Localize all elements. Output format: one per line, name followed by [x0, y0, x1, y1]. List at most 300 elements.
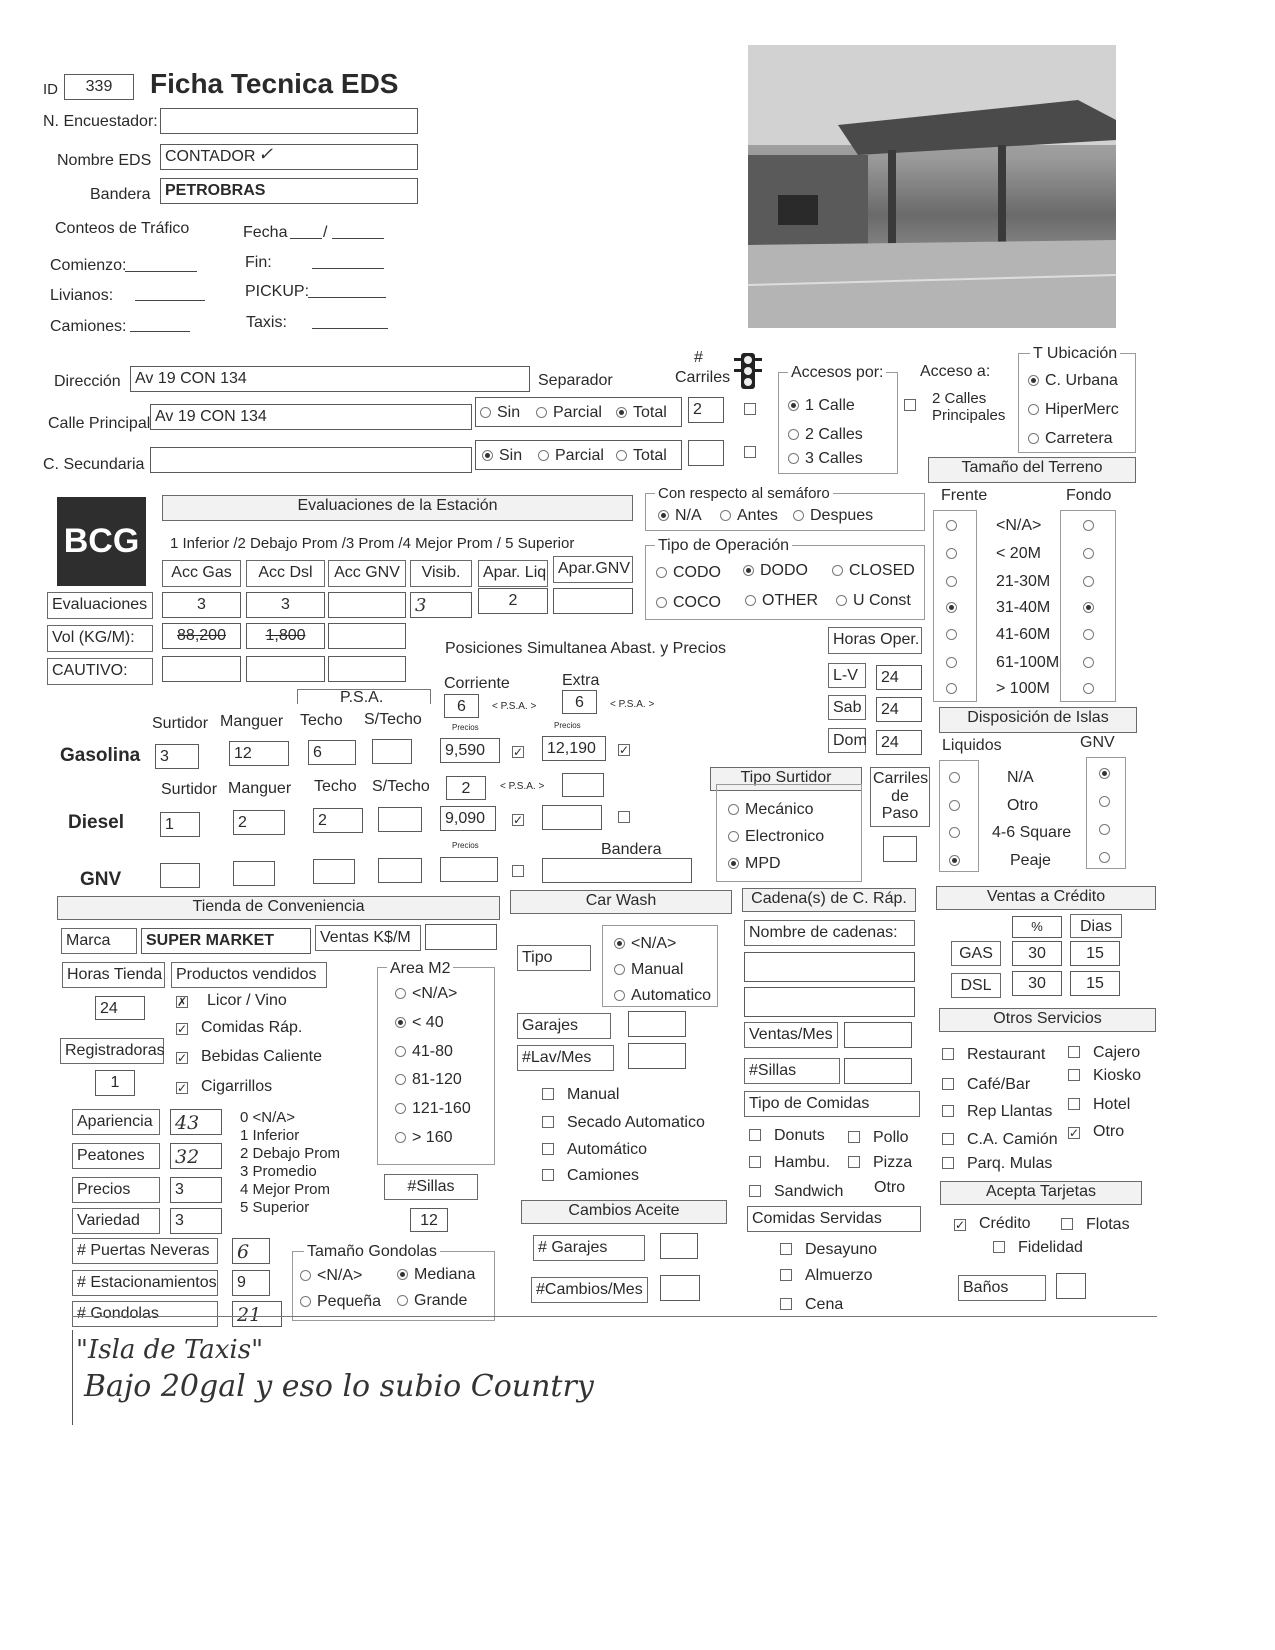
eval-apar-liq[interactable]: 2 — [478, 588, 548, 614]
calle-principal-label: Calle Principal — [48, 415, 151, 432]
acceso-principales-label: 2 Calles Principales — [932, 390, 1006, 425]
comida-donuts[interactable]: Donuts — [749, 1128, 825, 1144]
pickup-label: PICKUP: — [245, 283, 310, 300]
terreno-fondo-radio[interactable] — [1083, 546, 1100, 562]
dsl-stecho-label: S/Techo — [372, 778, 430, 795]
prod-licor[interactable]: ✗ Licor / Vino — [177, 992, 287, 1009]
aceite-cambios-field[interactable] — [660, 1275, 700, 1301]
prod-bebidas[interactable]: ✓ Bebidas Caliente — [177, 1048, 322, 1065]
dsl-techo-field[interactable]: 2 — [313, 808, 363, 833]
aceite-garajes-label: # Garajes — [533, 1235, 645, 1261]
sep-secundaria-sin[interactable]: Sin — [482, 448, 522, 464]
credito-pct-header: % — [1012, 916, 1062, 938]
area-121-160[interactable]: 121-160 — [395, 1101, 471, 1117]
tienda-scale-legend — [240, 1109, 340, 1217]
gnv-precio-field[interactable] — [440, 857, 498, 882]
credito-gas-dias[interactable]: 15 — [1070, 941, 1120, 966]
scale-3: 3 Promedio — [240, 1163, 317, 1180]
terreno-option-label: 61-100M — [996, 654, 1060, 671]
accesos-1-calle[interactable]: 1 Calle — [788, 398, 855, 414]
gondola-pequena[interactable]: Pequeña — [300, 1294, 381, 1310]
bandera-label: Bandera — [90, 186, 151, 203]
cadena-header: Cadena(s) de C. Ráp. — [742, 888, 916, 912]
peatones-label: Peatones — [72, 1143, 160, 1169]
semaforo-title: Con respecto al semáforo — [655, 485, 833, 502]
gas-extra-precio-caption: Precios — [554, 721, 581, 730]
terreno-frente-label: Frente — [941, 487, 988, 504]
terreno-option-label: > 100M — [996, 680, 1050, 697]
comida-otro: Otro — [874, 1179, 906, 1196]
serv-kiosko[interactable]: Kiosko — [1068, 1068, 1141, 1084]
fecha-label: Fecha — [243, 224, 288, 241]
servidas-desayuno[interactable]: Desayuno — [780, 1242, 877, 1258]
gasolina-label: Gasolina — [60, 745, 141, 766]
id-label: ID — [43, 81, 58, 98]
banos-label: Baños — [958, 1275, 1046, 1301]
bcg-logo: BCG — [57, 497, 146, 586]
comida-ventas-label: Ventas/Mes — [744, 1022, 838, 1048]
livianos-field[interactable] — [135, 300, 205, 301]
evaluaciones-scale: 1 Inferior /2 Debajo Prom /3 Prom /4 Mejor Prom / 5 Superior — [170, 535, 575, 552]
operacion-closed[interactable]: CLOSED — [832, 563, 915, 579]
carwash-c-auto[interactable]: Automático — [542, 1142, 647, 1158]
page-title: Ficha Tecnica EDS — [150, 68, 399, 99]
ubicacion-title: T Ubicación — [1030, 345, 1120, 363]
credito-gas-label: GAS — [951, 941, 1001, 966]
serv-parq-mulas[interactable]: Parq. Mulas — [942, 1156, 1052, 1172]
scale-1: 1 Inferior — [240, 1127, 300, 1144]
dsl-manguer-field[interactable]: 2 — [233, 810, 285, 835]
gas-corriente-precio-caption: Precios — [452, 723, 479, 732]
gas-corriente-psa[interactable]: 6 — [444, 694, 479, 718]
terreno-option-label: <N/A> — [996, 517, 1042, 534]
eval-acc-gnv[interactable] — [328, 592, 406, 618]
serv-rep-llantas[interactable]: Rep Llantas — [942, 1104, 1052, 1120]
carriles-paso-label: Carriles de Paso — [870, 767, 930, 827]
ubicacion-hipermerc[interactable]: HiperMerc — [1028, 402, 1119, 418]
serv-cafe[interactable]: Café/Bar — [942, 1077, 1030, 1093]
row-cautivo: CAUTIVO: — [47, 658, 153, 685]
tipo-surtidor-header: Tipo Surtidor — [710, 767, 862, 791]
vol-gnv[interactable] — [328, 623, 406, 649]
carwash-automatico[interactable]: Automatico — [614, 988, 711, 1004]
serv-cajero[interactable]: Cajero — [1068, 1045, 1140, 1061]
horas-sab-field[interactable]: 24 — [876, 697, 922, 722]
semaforo-despues[interactable]: Despues — [793, 508, 873, 524]
nombre-cadenas-field-2[interactable] — [744, 987, 915, 1017]
carriles-paso-field[interactable] — [883, 836, 917, 862]
scale-4: 4 Mejor Prom — [240, 1181, 331, 1198]
tarjeta-flotas[interactable]: Flotas — [1061, 1217, 1130, 1233]
operacion-coco[interactable]: COCO — [656, 595, 721, 611]
apariencia-field[interactable]: 43 — [170, 1109, 222, 1135]
ubicacion-carretera[interactable]: Carretera — [1028, 431, 1113, 447]
comienzo-field[interactable] — [125, 271, 197, 272]
check-mark-icon: ✓ — [258, 144, 274, 165]
carwash-lav-label: #Lav/Mes — [517, 1045, 614, 1071]
terreno-option-label: 21-30M — [996, 573, 1051, 590]
terreno-option-label: < 20M — [996, 545, 1041, 562]
gondola-grande[interactable]: Grande — [397, 1293, 467, 1309]
separador-label: Separador — [538, 372, 613, 389]
area-41-80[interactable]: 41-80 — [395, 1044, 453, 1060]
carwash-header: Car Wash — [510, 890, 732, 914]
dsl-extra-psa-field[interactable] — [562, 773, 604, 797]
operacion-title: Tipo de Operación — [655, 537, 792, 555]
livianos-label: Livianos: — [50, 287, 114, 304]
islas-header: Disposición de Islas — [939, 707, 1137, 733]
servidas-almuerzo[interactable]: Almuerzo — [780, 1268, 873, 1284]
nombre-cadenas-label: Nombre de cadenas: — [744, 920, 915, 946]
gnv-techo-field[interactable] — [313, 859, 355, 884]
terreno-fondo-radio[interactable] — [1083, 627, 1100, 643]
gnv-manguer-field[interactable] — [233, 861, 275, 886]
terreno-frente-radio[interactable] — [946, 518, 963, 534]
terreno-frente-radio[interactable] — [946, 681, 963, 697]
estacionamientos-field[interactable]: 9 — [232, 1270, 270, 1296]
tarjeta-credito[interactable]: ✓ Crédito — [955, 1215, 1031, 1232]
dsl-manguer-label: Manguer — [228, 780, 292, 797]
vol-dsl[interactable]: 1,800 — [246, 623, 325, 649]
horas-tienda-label: Horas Tienda — [62, 962, 165, 988]
acceso-principales-check[interactable] — [904, 398, 923, 414]
area-title: Area M2 — [387, 960, 453, 978]
tamano-gondolas-title: Tamaño Gondolas — [304, 1243, 440, 1261]
credito-gas-pct[interactable]: 30 — [1012, 941, 1062, 966]
gas-extra-psa-caption: < P.S.A. > — [610, 699, 655, 710]
horas-dom-field[interactable]: 24 — [876, 730, 922, 755]
carriles-principal-check[interactable] — [744, 402, 763, 418]
prod-cigarrillos[interactable]: ✓ Cigarrillos — [177, 1078, 273, 1095]
gondolas-label: # Gondolas — [72, 1301, 218, 1327]
comida-hambu[interactable]: Hambu. — [749, 1155, 830, 1171]
carwash-tipo-label: Tipo — [517, 945, 591, 971]
islas-gnv-na[interactable] — [1099, 766, 1116, 782]
dsl-precio-field[interactable]: 9,090 — [440, 806, 496, 831]
surtidor-mecanico[interactable]: Mecánico — [728, 802, 813, 818]
gondolas-field[interactable]: 21 — [232, 1301, 282, 1327]
surtidor-electronico[interactable]: Electronico — [728, 829, 824, 845]
pickup-field[interactable] — [308, 297, 386, 298]
islas-liq-otro[interactable] — [949, 798, 966, 814]
fecha-day-field[interactable] — [290, 238, 322, 239]
islas-gnv-square[interactable] — [1099, 822, 1116, 838]
dsl-precio-check[interactable]: ✓ — [513, 813, 524, 827]
gnv-label: GNV — [80, 869, 122, 890]
tienda-sillas-field[interactable]: 12 — [410, 1208, 448, 1232]
carriles-principal-field[interactable]: 2 — [688, 397, 724, 423]
terreno-fondo-radio[interactable] — [1083, 518, 1100, 534]
dsl-extra-check[interactable] — [618, 810, 637, 826]
scale-2: 2 Debajo Prom — [240, 1145, 341, 1162]
taxis-field[interactable] — [312, 328, 388, 329]
serv-restaurant[interactable]: Restaurant — [942, 1047, 1045, 1063]
dsl-extra-precio[interactable] — [542, 805, 602, 830]
dsl-techo-label: Techo — [314, 778, 357, 795]
horas-lv-label: L-V — [828, 663, 866, 688]
comida-sandwich[interactable]: Sandwich — [749, 1184, 843, 1200]
gnv-precio-check[interactable] — [512, 864, 531, 880]
calle-principal-field[interactable]: Av 19 CON 134 — [150, 404, 472, 430]
islas-liq-square[interactable] — [949, 825, 966, 841]
area-na[interactable]: <N/A> — [395, 986, 457, 1002]
notes-divider — [72, 1316, 1157, 1317]
area-81-120[interactable]: 81-120 — [395, 1072, 462, 1088]
estacionamientos-label: # Estacionamientos — [72, 1270, 218, 1296]
comidas-servidas-label: Comidas Servidas — [747, 1206, 921, 1232]
gnv-bandera-field[interactable] — [542, 858, 692, 883]
sep-secundaria-total[interactable]: Total — [616, 448, 667, 464]
puertas-neveras-label: # Puertas Neveras — [72, 1238, 218, 1264]
cambios-aceite-header: Cambios Aceite — [521, 1200, 727, 1224]
carwash-c-camiones[interactable]: Camiones — [542, 1168, 639, 1184]
tienda-sillas-label: #Sillas — [384, 1174, 478, 1200]
gas-extra-precio[interactable]: 12,190 — [542, 736, 606, 761]
variedad-field[interactable]: 3 — [170, 1208, 222, 1234]
dsl-psa-field[interactable]: 2 — [446, 776, 486, 800]
col-visib: Visib. — [410, 560, 472, 587]
carwash-lav-field[interactable] — [628, 1043, 686, 1069]
gnv-surtidor-field[interactable] — [160, 863, 200, 888]
area-40[interactable]: < 40 — [395, 1015, 444, 1031]
operacion-codo[interactable]: CODO — [656, 565, 721, 581]
dsl-stecho-field[interactable] — [378, 807, 422, 832]
islas-gnv-peaje[interactable] — [1099, 850, 1116, 866]
terreno-frente-radio[interactable] — [946, 627, 963, 643]
terreno-frente-radio[interactable] — [946, 546, 963, 562]
horas-tienda-field[interactable]: 24 — [95, 996, 145, 1020]
ventas-tienda-label: Ventas K$/M — [315, 925, 421, 951]
carriles-secundaria-field[interactable] — [688, 440, 724, 466]
gas-techo-field[interactable]: 6 — [308, 740, 356, 765]
serv-otro[interactable]: ✓ Otro — [1069, 1123, 1125, 1140]
aceite-cambios-label: #Cambios/Mes — [531, 1277, 648, 1303]
credito-dsl-label: DSL — [951, 973, 1001, 998]
precios-field[interactable]: 3 — [170, 1177, 222, 1203]
operacion-uconst[interactable]: U Const — [836, 593, 911, 609]
corriente-label: Corriente — [444, 675, 510, 692]
terreno-frente-radio[interactable] — [946, 574, 963, 590]
gas-corriente-psa-caption: < P.S.A. > — [492, 701, 537, 712]
comida-pollo[interactable]: Pollo — [848, 1130, 909, 1146]
registradoras-field[interactable]: 1 — [95, 1070, 135, 1096]
encuestador-field[interactable] — [160, 108, 418, 134]
dsl-psa-caption: < P.S.A. > — [500, 781, 545, 792]
serv-camion[interactable]: C.A. Camión — [942, 1132, 1058, 1148]
eval-visib[interactable]: 3 — [410, 592, 472, 618]
gas-surtidor-field[interactable]: 3 — [155, 744, 199, 769]
carwash-manual[interactable]: Manual — [614, 962, 683, 978]
gas-manguer-field[interactable]: 12 — [229, 741, 289, 766]
surtidor-mpd[interactable]: MPD — [728, 856, 781, 872]
col-apar-liq: Apar. Liq — [478, 560, 548, 587]
terreno-frente-radio[interactable] — [946, 655, 963, 671]
notes-line-2: Bajo 20gal y eso lo subio Country — [84, 1369, 594, 1404]
carwash-na[interactable]: <N/A> — [614, 936, 676, 952]
islas-opt-na: N/A — [1007, 769, 1034, 786]
horas-dom-label: Dom — [828, 728, 866, 753]
sep-secundaria-parcial[interactable]: Parcial — [538, 448, 604, 464]
carwash-c-manual[interactable]: Manual — [542, 1087, 619, 1103]
tamano-gondolas-group — [292, 1251, 495, 1321]
puertas-neveras-field[interactable]: 6 — [232, 1238, 270, 1264]
gnv-bandera-label: Bandera — [601, 841, 662, 858]
credito-dsl-pct[interactable]: 30 — [1012, 971, 1062, 996]
carriles-hash: # — [694, 349, 703, 366]
operacion-dodo[interactable]: DODO — [743, 563, 808, 579]
banos-field[interactable] — [1056, 1273, 1086, 1299]
terreno-header: Tamaño del Terreno — [928, 457, 1136, 483]
gas-stecho-label: S/Techo — [364, 711, 422, 728]
operacion-other[interactable]: OTHER — [745, 593, 818, 609]
nombre-eds-field[interactable]: CONTADOR — [160, 144, 418, 170]
islas-opt-square: 4-6 Square — [992, 824, 1072, 841]
cautivo-dsl[interactable] — [246, 656, 325, 682]
islas-liquidos-label: Liquidos — [942, 737, 1002, 754]
peatones-field[interactable]: 32 — [170, 1143, 222, 1169]
col-acc-gnv: Acc GNV — [328, 560, 406, 587]
cautivo-gas[interactable] — [162, 656, 241, 682]
terreno-fondo-radio[interactable] — [1083, 681, 1100, 697]
traffic-light-icon — [732, 352, 764, 390]
tarjeta-fidelidad[interactable]: Fidelidad — [993, 1240, 1083, 1256]
psa-label: P.S.A. — [340, 689, 384, 706]
gas-extra-psa[interactable]: 6 — [562, 690, 597, 714]
carwash-garajes-field[interactable] — [628, 1011, 686, 1037]
diesel-label: Diesel — [68, 812, 124, 833]
row-evaluaciones: Evaluaciones — [47, 592, 153, 619]
camiones-field[interactable] — [130, 331, 190, 332]
comida-sillas-field[interactable] — [844, 1058, 912, 1084]
comida-ventas-field[interactable] — [844, 1022, 912, 1048]
serv-hotel[interactable]: Hotel — [1068, 1097, 1130, 1113]
semaforo-antes[interactable]: Antes — [720, 508, 778, 524]
fecha-month-field[interactable] — [332, 238, 384, 239]
semaforo-na[interactable]: N/A — [658, 508, 702, 524]
dsl-surtidor-label: Surtidor — [161, 781, 218, 798]
direccion-field[interactable]: Av 19 CON 134 — [130, 366, 530, 392]
registradoras-label: Registradoras — [60, 1038, 164, 1064]
bandera-field[interactable]: PETROBRAS — [160, 178, 418, 204]
tienda-header: Tienda de Conveniencia — [57, 896, 500, 920]
horas-lv-field[interactable]: 24 — [876, 665, 922, 690]
fin-label: Fin: — [245, 254, 272, 271]
terreno-option-label: 31-40M — [996, 599, 1051, 616]
comienzo-label: Comienzo: — [50, 257, 127, 274]
prod-comidas[interactable]: ✓ Comidas Ráp. — [177, 1019, 303, 1036]
eval-acc-gas[interactable]: 3 — [162, 592, 241, 618]
calle-secundaria-label: C. Secundaria — [43, 456, 145, 473]
aceite-garajes-field[interactable] — [660, 1233, 698, 1259]
extra-label: Extra — [562, 672, 600, 689]
tarjetas-header: Acepta Tarjetas — [940, 1181, 1142, 1205]
carwash-c-secado[interactable]: Secado Automatico — [542, 1115, 705, 1131]
sep-principal-total[interactable]: Total — [616, 405, 667, 421]
eval-apar-gnv[interactable] — [553, 588, 633, 614]
camiones-label: Camiones: — [50, 318, 127, 335]
gnv-stecho-field[interactable] — [378, 858, 422, 883]
horas-sab-label: Sab — [828, 695, 866, 720]
col-acc-dsl: Acc Dsl — [246, 560, 325, 587]
dsl-precio-caption: Precios — [452, 841, 479, 850]
terreno-option-label: 41-60M — [996, 626, 1051, 643]
accesos-2-calles[interactable]: 2 Calles — [788, 427, 863, 443]
servicios-header: Otros Servicios — [939, 1008, 1156, 1032]
comida-sillas-label: #Sillas — [744, 1058, 840, 1084]
calle-secundaria-field[interactable] — [150, 447, 472, 473]
accesos-3-calles[interactable]: 3 Calles — [788, 451, 863, 467]
terreno-fondo-radio[interactable] — [1083, 655, 1100, 671]
islas-liq-na[interactable] — [949, 770, 966, 786]
horas-oper-header: Horas Oper. — [828, 627, 922, 654]
marca-field[interactable]: SUPER MARKET — [141, 928, 311, 954]
ventas-tienda-field[interactable] — [425, 924, 497, 950]
fecha-separator: / — [323, 224, 328, 241]
islas-gnv-otro[interactable] — [1099, 794, 1116, 810]
gas-corriente-check[interactable]: ✓ — [513, 745, 524, 759]
fin-field[interactable] — [312, 268, 384, 269]
nombre-cadenas-field-1[interactable] — [744, 952, 915, 982]
variedad-label: Variedad — [72, 1208, 160, 1234]
scale-5: 5 Superior — [240, 1199, 310, 1216]
notes-border — [72, 1330, 73, 1425]
station-photo — [748, 45, 1116, 328]
tipo-comidas-label: Tipo de Comidas — [744, 1091, 920, 1117]
gondola-na[interactable]: <N/A> — [300, 1268, 362, 1284]
productos-label: Productos vendidos — [171, 962, 327, 988]
gas-extra-check[interactable]: ✓ — [619, 743, 630, 757]
evaluaciones-header: Evaluaciones de la Estación — [162, 495, 633, 521]
nombre-eds-label: Nombre EDS — [57, 152, 152, 169]
servidas-cena[interactable]: Cena — [780, 1297, 843, 1313]
cautivo-gnv[interactable] — [328, 656, 406, 682]
credito-dsl-dias[interactable]: 15 — [1070, 971, 1120, 996]
islas-liq-peaje[interactable] — [949, 853, 966, 869]
carriles-secundaria-check[interactable] — [744, 445, 763, 461]
gas-corriente-precio[interactable]: 9,590 — [440, 738, 500, 763]
direccion-label: Dirección — [54, 373, 121, 390]
area-160[interactable]: > 160 — [395, 1130, 452, 1146]
gas-techo-label: Techo — [300, 712, 343, 729]
terreno-frente-radio[interactable] — [946, 600, 963, 616]
eval-acc-dsl[interactable]: 3 — [246, 592, 325, 618]
islas-opt-otro: Otro — [1007, 797, 1039, 814]
credito-header: Ventas a Crédito — [936, 886, 1156, 910]
apariencia-label: Apariencia — [72, 1109, 160, 1135]
ubicacion-urbana[interactable]: C. Urbana — [1028, 373, 1118, 389]
sep-principal-parcial[interactable]: Parcial — [536, 405, 602, 421]
credito-dias-header: Dias — [1070, 914, 1122, 938]
terreno-fondo-radio[interactable] — [1083, 574, 1100, 590]
dsl-surtidor-field[interactable]: 1 — [160, 812, 200, 837]
col-acc-gas: Acc Gas — [162, 560, 241, 587]
carriles-label: Carriles — [675, 369, 731, 386]
gas-surtidor-label: Surtidor — [152, 715, 209, 732]
gondola-mediana[interactable]: Mediana — [397, 1267, 475, 1283]
comida-pizza[interactable]: Pizza — [848, 1155, 912, 1171]
vol-gas[interactable]: 88,200 — [162, 623, 241, 649]
id-field[interactable]: 339 — [64, 74, 134, 100]
marca-label: Marca — [61, 928, 137, 954]
conteos-label: Conteos de Tráfico — [55, 220, 190, 237]
accesos-title: Accesos por: — [788, 364, 886, 382]
gas-stecho-field[interactable] — [372, 739, 412, 764]
terreno-fondo-radio[interactable] — [1083, 600, 1100, 616]
sep-principal-sin[interactable]: Sin — [480, 405, 520, 421]
encuestador-label: N. Encuestador: — [43, 113, 158, 130]
scale-0: 0 <N/A> — [240, 1109, 296, 1126]
acceso-a-label: Acceso a: — [920, 363, 991, 380]
